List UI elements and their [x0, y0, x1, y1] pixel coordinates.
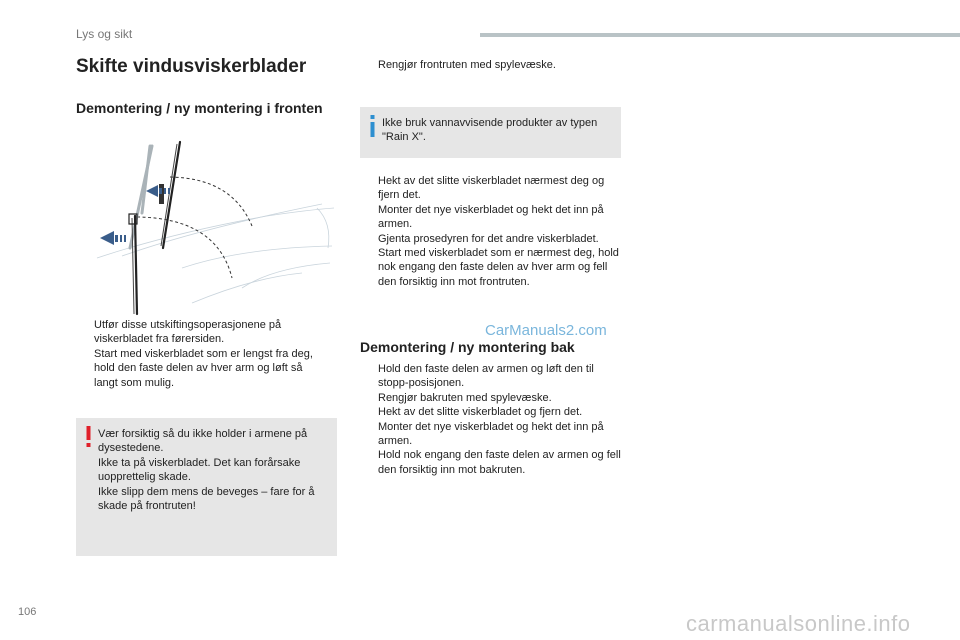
list-item: Gjenta prosedyren for det andre viskerbladet. — [378, 232, 599, 245]
clean-step-list — [360, 58, 622, 72]
info-text: Ikke bruk vannavvisende produkter av typen "Rain X". — [382, 117, 598, 144]
watermark: CarManuals2.com — [485, 322, 607, 339]
list-item: Hekt av det slitte viskerbladet nærmest deg og fjern det. — [378, 175, 605, 202]
front-steps-list-2 — [360, 174, 622, 289]
section-title: Lys og sikt — [76, 27, 133, 41]
rear-steps-list — [360, 362, 622, 477]
warning-line-1: Vær forsiktig så du ikke holder i armene på dysestedene. — [98, 428, 308, 455]
list-item: Rengjør frontruten med spylevæske. — [378, 59, 556, 71]
wiper-illustration — [92, 138, 337, 316]
list-item: Start med viskerbladet som er nærmest deg, hold nok engang den faste delen av hver arm og fell den forsiktig inn mot frontruten. — [378, 247, 619, 288]
list-item: Monter det nye viskerbladet og hekt det inn på armen. — [378, 420, 604, 448]
list-item: Monter det nye viskerbladet og hekt det inn på armen. — [378, 203, 604, 231]
warning-line-3: Ikke slipp dem mens de beveges – fare for å skade på frontruten! — [98, 485, 315, 513]
page-number: 106 — [18, 606, 37, 618]
list-item: Start med viskerbladet som er lengst fra deg, hold den faste delen av hver arm og løft så langt som mulig. — [94, 347, 313, 389]
info-icon — [368, 115, 377, 137]
front-heading: Demontering / ny montering i fronten — [76, 100, 323, 116]
warning-line-2: Ikke ta på viskerbladet. Det kan forårsake uopprettelig skade. — [98, 456, 301, 484]
list-item: Utfør disse utskiftingsoperasjonene på viskerbladet fra førersiden. — [94, 319, 282, 346]
front-steps-list — [76, 318, 324, 390]
info-box — [360, 107, 621, 158]
list-item: Hold nok engang den faste delen av armen og fell den forsiktig inn mot bakruten. — [378, 449, 621, 476]
list-item: Hekt av det slitte viskerbladet og fjern det. — [378, 406, 583, 419]
list-item: Hold den faste delen av armen og løft den til stopp-posisjonen. — [378, 363, 594, 390]
rear-heading: Demontering / ny montering bak — [360, 339, 575, 355]
list-item: Rengjør bakruten med spylevæske. — [378, 391, 552, 404]
warning-icon — [84, 426, 93, 448]
warning-box — [76, 418, 337, 556]
page-title: Skifte vindusviskerblader — [76, 56, 307, 77]
header-bar — [480, 33, 960, 37]
footer-watermark: carmanualsonline.info — [686, 611, 911, 636]
